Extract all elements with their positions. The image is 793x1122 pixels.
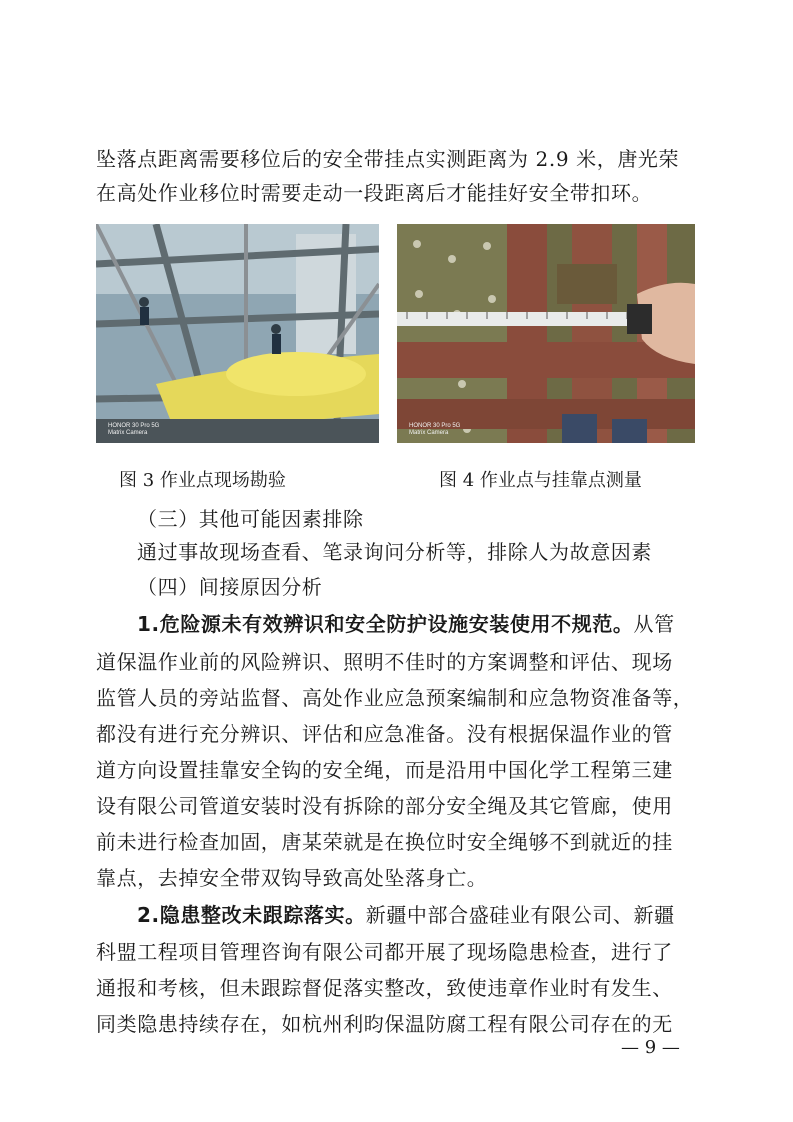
page-number: — 9 —	[621, 1037, 680, 1058]
paragraph-line: 设有限公司管道安装时没有拆除的部分安全绳及其它管廊，使用	[96, 794, 673, 818]
camera-watermark: HONOR 30 Pro 5G Matrix Camera	[409, 423, 461, 436]
paragraph-line: 道方向设置挂靠安全钩的安全绳，而是沿用中国化学工程第三建	[96, 758, 673, 782]
item-2-first-line	[137, 903, 697, 927]
figure-3-photo	[96, 224, 379, 443]
item-1-lead: 1.危险源未有效辨识和安全防护设施安装使用不规范。	[137, 612, 634, 636]
item-2-tail: 新疆中部合盛硅业有限公司、新疆	[365, 903, 675, 927]
section-heading: （三）其他可能因素排除	[137, 507, 364, 531]
item-1-first-line	[137, 612, 697, 636]
figure-3-caption: 图 3 作业点现场勘验	[119, 470, 286, 491]
item-1-tail: 从管	[633, 612, 675, 636]
paragraph-line: 前未进行检查加固，唐某荣就是在换位时安全绳够不到就近的挂	[96, 830, 673, 854]
paragraph-line: 科盟工程项目管理咨询有限公司都开展了现场隐患检查，进行了	[96, 940, 673, 964]
figure-4-photo	[397, 224, 695, 443]
paragraph-line: 通报和考核，但未跟踪督促落实整改，致使违章作业时有发生、	[96, 976, 673, 1000]
paragraph-line: 监管人员的旁站监督、高处作业应急预案编制和应急物资准备等，	[96, 686, 694, 710]
paragraph-line: 靠点，去掉安全带双钩导致高处坠落身亡。	[96, 866, 488, 890]
section-heading: （四）间接原因分析	[137, 575, 323, 599]
paragraph-line: 在高处作业移位时需要走动一段距离后才能挂好安全带扣环。	[96, 181, 653, 205]
paragraph-line: 通过事故现场查看、笔录询问分析等，排除人为故意因素	[137, 540, 652, 564]
camera-watermark: HONOR 30 Pro 5G Matrix Camera	[108, 423, 160, 436]
paragraph-line: 都没有进行充分辨识、评估和应急准备。没有根据保温作业的管	[96, 722, 673, 746]
paragraph-line: 道保温作业前的风险辨识、照明不佳时的方案调整和评估、现场	[96, 650, 673, 674]
figure-4-caption: 图 4 作业点与挂靠点测量	[439, 470, 642, 491]
item-2-lead: 2.隐患整改未跟踪落实。	[137, 903, 366, 927]
paragraph-line: 同类隐患持续存在，如杭州利昀保温防腐工程有限公司存在的无	[96, 1012, 673, 1036]
paragraph-line: 坠落点距离需要移位后的安全带挂点实测距离为 2.9 米，唐光荣	[96, 147, 680, 171]
